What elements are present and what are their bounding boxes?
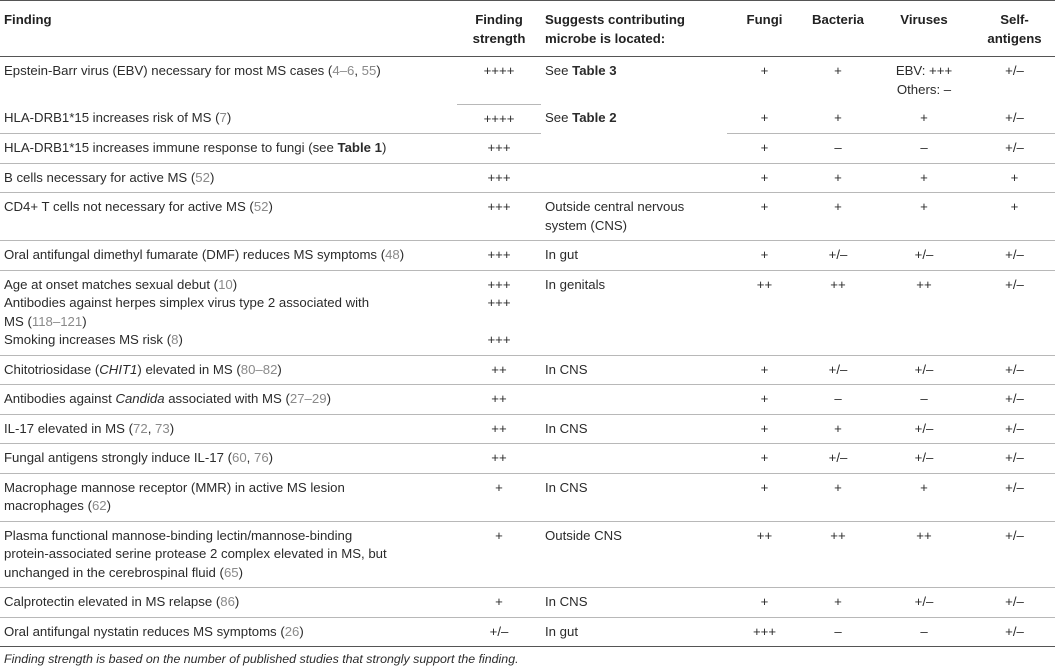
bacteria-cell: + xyxy=(834,63,842,78)
viruses-cell: ++ xyxy=(874,270,974,355)
self-antigens-cell: +/– xyxy=(974,241,1055,271)
self-antigens-cell: +/– xyxy=(974,414,1055,444)
fungi-cell: + xyxy=(727,163,802,193)
bacteria-cell: + xyxy=(802,163,874,193)
header-location: Suggests contributing microbe is located: xyxy=(545,12,685,46)
table-row xyxy=(0,270,1055,355)
bacteria-cell: + xyxy=(802,588,874,618)
strength-cell: ++++ xyxy=(483,110,515,126)
self-antigens-cell: + xyxy=(974,193,1055,241)
table-row xyxy=(0,473,1055,521)
fungi-cell: + xyxy=(727,134,802,164)
fungi-cell: + xyxy=(760,63,769,78)
finding-cell: B cells necessary for active MS (52) xyxy=(0,163,457,193)
fungi-cell: ++ xyxy=(727,521,802,588)
location-cell: See Table 2 xyxy=(545,110,617,125)
table-row xyxy=(0,444,1055,474)
header-strength: Finding strength xyxy=(472,12,526,46)
strength-cell: + xyxy=(457,521,541,588)
bacteria-cell: – xyxy=(802,134,874,164)
fungi-cell: + xyxy=(727,241,802,271)
fungi-cell: + xyxy=(727,588,802,618)
finding-cell: Fungal antigens strongly induce IL-17 (60, 76) xyxy=(0,444,457,474)
table-row xyxy=(0,617,1055,646)
location-cell: Outside CNS xyxy=(541,521,727,588)
finding-cell: Oral antifungal dimethyl fumarate (DMF) reduces MS symptoms (48) xyxy=(0,241,457,271)
fungi-cell: + xyxy=(727,444,802,474)
finding-cell: Oral antifungal nystatin reduces MS symptoms (26) xyxy=(4,623,304,639)
table-row xyxy=(0,588,1055,618)
bacteria-cell: – xyxy=(834,623,842,639)
viruses-cell: + xyxy=(874,163,974,193)
strength-cell: +++ xyxy=(457,163,541,193)
self-antigens-cell: +/– xyxy=(1005,623,1024,639)
header-row xyxy=(0,1,1055,57)
bacteria-cell: + xyxy=(802,193,874,241)
bacteria-cell: +/– xyxy=(802,355,874,385)
viruses-cell: +/– xyxy=(874,444,974,474)
location-cell: Outside central nervous system (CNS) xyxy=(541,193,727,241)
finding-line: Age at onset matches sexual debut (10) xyxy=(4,276,238,292)
table-row xyxy=(0,241,1055,271)
strength-cell: ++ xyxy=(457,355,541,385)
fungi-cell: +++ xyxy=(752,623,777,639)
finding-cell: HLA-DRB1*15 increases risk of MS (7) xyxy=(4,110,232,125)
bacteria-cell: ++ xyxy=(802,270,874,355)
viruses-cell: – xyxy=(874,385,974,415)
finding-line: MS (118–121) xyxy=(4,313,87,329)
self-antigens-cell: +/– xyxy=(1005,63,1024,78)
table-row xyxy=(0,193,1055,241)
strength-cell: ++++ xyxy=(457,57,541,105)
location-cell xyxy=(541,134,727,164)
bacteria-cell: + xyxy=(802,473,874,521)
location-cell: In gut xyxy=(545,623,578,639)
viruses-cell: + xyxy=(874,193,974,241)
table-footnote: Finding strength is based on the number of published studies that strongly support the finding. xyxy=(0,646,1055,666)
table-row xyxy=(0,355,1055,385)
header-viruses: Viruses xyxy=(900,12,948,27)
viruses-cell: +/– xyxy=(874,241,974,271)
viruses-cell: +/– xyxy=(874,588,974,618)
self-antigens-cell: +/– xyxy=(974,588,1055,618)
self-antigens-cell: +/– xyxy=(974,104,1055,134)
header-finding: Finding xyxy=(4,12,52,27)
finding-cell: CD4+ T cells not necessary for active MS (52) xyxy=(0,193,457,241)
finding-line: Smoking increases MS risk (8) xyxy=(4,332,183,347)
self-antigens-cell: +/– xyxy=(974,521,1055,588)
location-cell: In genitals xyxy=(541,270,727,355)
location-cell: In gut xyxy=(541,241,727,271)
location-cell: In CNS xyxy=(541,473,727,521)
strength-cell: +++ +++ +++ xyxy=(457,270,541,355)
header-self-antigens: Self- antigens xyxy=(987,12,1042,46)
finding-cell: IL-17 elevated in MS (72, 73) xyxy=(0,414,457,444)
strength-cell: + xyxy=(457,473,541,521)
finding-cell xyxy=(0,270,457,355)
table-row xyxy=(0,57,1055,105)
strength-cell: +++ xyxy=(457,134,541,164)
strength-cell: +/– xyxy=(489,623,509,639)
location-cell: In CNS xyxy=(541,414,727,444)
finding-cell: Epstein-Barr virus (EBV) necessary for most MS cases (4–6, 55) xyxy=(4,63,381,78)
finding-cell: HLA-DRB1*15 increases immune response to fungi (see Table 1) xyxy=(0,134,457,164)
location-cell xyxy=(541,385,727,415)
strength-cell: ++ xyxy=(457,444,541,474)
self-antigens-cell: +/– xyxy=(974,385,1055,415)
table-row xyxy=(0,521,1055,588)
header-bacteria: Bacteria xyxy=(811,12,865,27)
location-cell: In CNS xyxy=(541,588,727,618)
viruses-cell: +/– xyxy=(874,355,974,385)
viruses-cell: ++ xyxy=(874,521,974,588)
self-antigens-cell: +/– xyxy=(974,270,1055,355)
fungi-cell: + xyxy=(727,385,802,415)
table-row xyxy=(0,385,1055,415)
table-row xyxy=(0,104,1055,134)
bacteria-cell: + xyxy=(802,104,874,134)
fungi-cell: + xyxy=(727,104,802,134)
strength-cell: +++ xyxy=(457,193,541,241)
table-row xyxy=(0,134,1055,164)
strength-cell: ++ xyxy=(457,414,541,444)
finding-cell: Calprotectin elevated in MS relapse (86) xyxy=(0,588,457,618)
bacteria-cell: ++ xyxy=(802,521,874,588)
self-antigens-cell: +/– xyxy=(974,444,1055,474)
fungi-cell: + xyxy=(727,414,802,444)
bacteria-cell: +/– xyxy=(802,444,874,474)
self-antigens-cell: +/– xyxy=(974,473,1055,521)
fungi-cell: + xyxy=(727,473,802,521)
strength-cell: + xyxy=(457,588,541,618)
finding-cell: Macrophage mannose receptor (MMR) in active MS lesion macrophages (62) xyxy=(0,473,457,521)
table-row xyxy=(0,163,1055,193)
fungi-cell: + xyxy=(727,193,802,241)
viruses-cell: + xyxy=(874,104,974,134)
location-cell xyxy=(541,163,727,193)
bacteria-cell: + xyxy=(802,414,874,444)
strength-cell: ++ xyxy=(457,385,541,415)
fungi-cell: + xyxy=(727,355,802,385)
self-antigens-cell: +/– xyxy=(974,355,1055,385)
self-antigens-cell: +/– xyxy=(974,134,1055,164)
finding-line: Antibodies against herpes simplex virus type 2 associated with xyxy=(4,295,370,310)
header-fungi: Fungi xyxy=(746,12,783,27)
viruses-cell: + xyxy=(874,473,974,521)
finding-cell: Antibodies against Candida associated with MS (27–29) xyxy=(0,385,457,415)
bacteria-cell: +/– xyxy=(802,241,874,271)
fungi-cell: ++ xyxy=(727,270,802,355)
viruses-cell: +/– xyxy=(874,414,974,444)
strength-cell: +++ xyxy=(457,241,541,271)
self-antigens-cell: + xyxy=(974,163,1055,193)
viruses-cell: – xyxy=(874,134,974,164)
viruses-cell: EBV: +++ Others: – xyxy=(895,63,953,97)
location-cell: In CNS xyxy=(541,355,727,385)
finding-cell: Plasma functional mannose-binding lectin/mannose-binding protein-associated serine protease 2 complex elevated in MS, but unchanged in the cerebrospinal fluid (65) xyxy=(0,521,457,588)
table-row xyxy=(0,414,1055,444)
finding-cell: Chitotriosidase (CHIT1) elevated in MS (80–82) xyxy=(0,355,457,385)
location-cell: See Table 3 xyxy=(545,63,617,78)
bacteria-cell: – xyxy=(802,385,874,415)
viruses-cell: – xyxy=(920,623,928,639)
location-cell xyxy=(541,444,727,474)
